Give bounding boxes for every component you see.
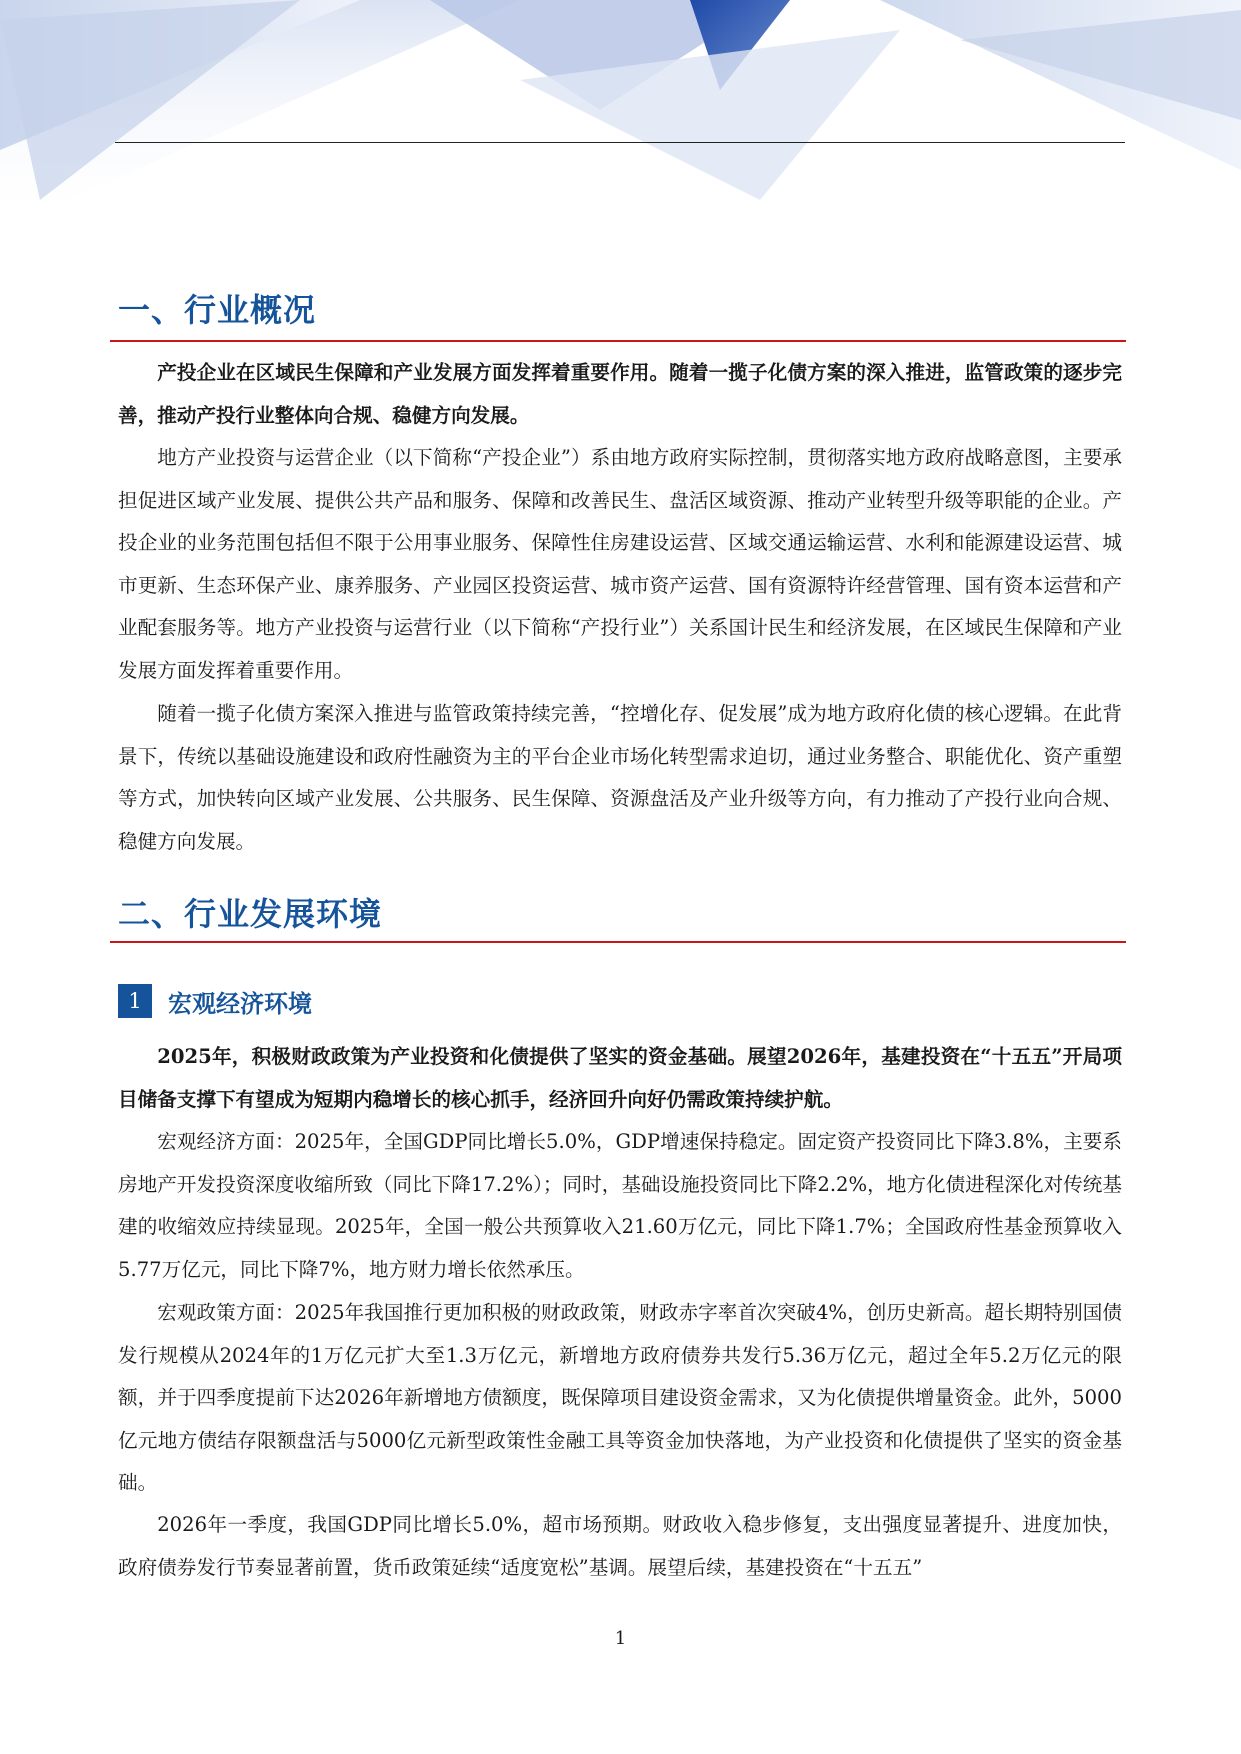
paragraph: 宏观政策方面：2025年我国推行更加积极的财政政策，财政赤字率首次突破4%，创历史新高。超长期特别国债发行规模从2024年的1万亿元扩大至1.3万亿元，新增地方政府债券共发行5.36万亿元，超过全年5.2万亿元的限额，并于四季度提前下达2026年新增地方债额度，既保障项目建设资金需求，又为化债提供增量资金。此外，5000亿元地方债结存限额盘活与5000亿元新型政策性金融工具等资金加快落地，为产业投资和化债提供了坚实的资金基础。 (118, 1301, 1122, 1494)
paragraph: 宏观经济方面：2025年，全国GDP同比增长5.0%，GDP增速保持稳定。固定资产投资同比下降3.8%，主要系房地产开发投资深度收缩所致（同比下降17.2%）；同时，基础设施投资同比下降2.2%，地方化债进程深化对传统基建的收缩效应持续显现。2025年，全国一般公共预算收入21.60万亿元，同比下降1.7%；全国政府性基金预算收入5.77万亿元，同比下降7%，地方财力增长依然承压。 (118, 1130, 1122, 1281)
paragraph: 地方产业投资与运营企业（以下简称“产投企业”）系由地方政府实际控制，贯彻落实地方政府战略意图，主要承担促进区域产业发展、提供公共产品和服务、保障和改善民生、盘活区域资源、推动产业转型升级等职能的企业。产投企业的业务范围包括但不限于公用事业服务、保障性住房建设运营、区域交通运输运营、水利和能源建设运营、城市更新、生态环保产业、康养服务、产业园区投资运营、城市资产运营、国有资源特许经营管理、国有资本运营和产业配套服务等。地方产业投资与运营行业（以下简称“产投行业”）关系国计民生和经济发展，在区域民生保障和产业发展方面发挥着重要作用。 (118, 446, 1122, 682)
section-rule-1 (110, 340, 1126, 342)
paragraph: 2026年一季度，我国GDP同比增长5.0%，超市场预期。财政收入稳步修复，支出强度显著提升、进度加快，政府债券发行节奏显著前置，货币政策延续“适度宽松”基调。展望后续，基建投资在“十五五” (118, 1513, 1122, 1579)
paragraph: 产投企业在区域民生保障和产业发展方面发挥着重要作用。随着一揽子化债方案的深入推进，监管政策的逐步完善，推动产投行业整体向合规、稳健方向发展。 (118, 361, 1122, 427)
subsection-title: 宏观经济环境 (168, 989, 312, 1018)
subsection-number-badge: 1 (118, 984, 152, 1018)
subsection-heading (118, 984, 312, 1018)
section-title-2: 二、行业发展环境 (118, 895, 383, 933)
header-rule (115, 142, 1125, 143)
header-decoration (0, 0, 1241, 240)
paragraph: 2025年，积极财政政策为产业投资和化债提供了坚实的资金基础。展望2026年，基建投资在“十五五”开局项目储备支撑下有望成为短期内稳增长的核心抓手，经济回升向好仍需政策持续护航。 (118, 1045, 1122, 1111)
paragraph: 随着一揽子化债方案深入推进与监管政策持续完善，“控增化存、促发展”成为地方政府化债的核心逻辑。在此背景下，传统以基础设施建设和政府性融资为主的平台企业市场化转型需求迫切，通过业务整合、职能优化、资产重塑等方式，加快转向区域产业发展、公共服务、民生保障、资源盘活及产业升级等方向，有力推动了产投行业向合规、稳健方向发展。 (118, 702, 1122, 853)
page-number: 1 (614, 1628, 627, 1649)
section-rule-2 (110, 941, 1126, 943)
section-title-1: 一、行业概况 (118, 291, 317, 329)
